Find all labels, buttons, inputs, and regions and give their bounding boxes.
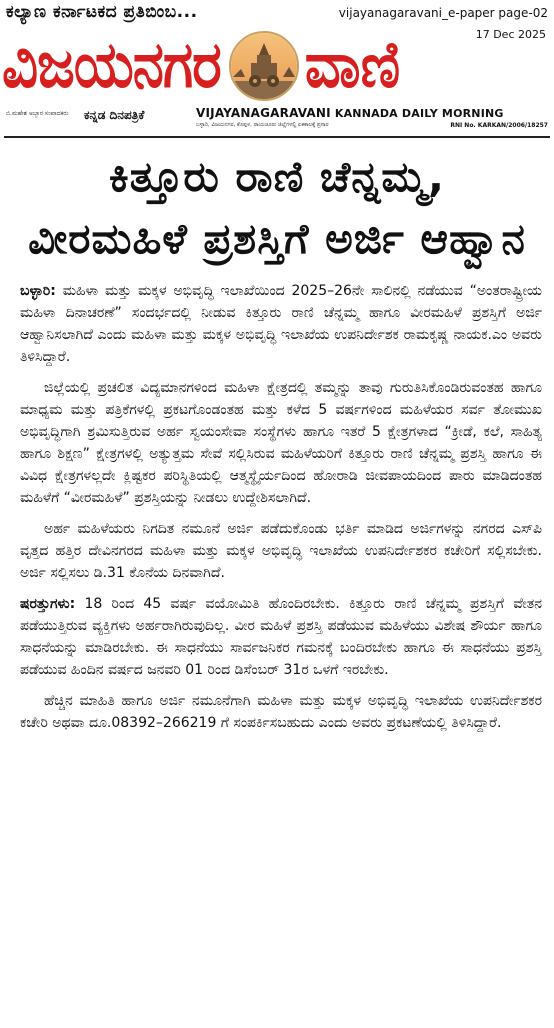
paragraph-3: ಅರ್ಹ ಮಹಿಳೆಯರು ನಿಗದಿತ ನಮೂನೆ ಅರ್ಜಿ ಪಡೆದುಕೊಂಡು ಭರ್ತಿ ಮಾಡಿದ ಅರ್ಜಿಗಳನ್ನು ನಗರದ ಎಸ್‌ಪಿ ವೃತ್ತದ ಹತ್ತಿರ ದೇವಿನಗರದ ಮಹಿಳಾ ಮತ್ತು ಮಕ್ಕಳ ಅಭಿವೃದ್ಧಿ ಇಲಾಖೆಯ ಉಪನಿರ್ದೇಶಕರ ಕಚೇರಿಗೆ ಸಲ್ಲಿಸಬೇಕು. ಅರ್ಜಿ ಸಲ್ಲಿಸಲು ಡಿ.31 ಕೊನೆಯ ದಿನವಾಗಿದೆ. [20,521,542,581]
paragraph-1-text: ಮಹಿಳಾ ಮತ್ತು ಮಕ್ಕಳ ಅಭಿವೃದ್ಧಿ ಇಲಾಖೆಯಿಂದ 2025–26ನೇ ಸಾಲಿನಲ್ಲಿ ನಡೆಯುವ “ಅಂತರಾಷ್ಟ್ರೀಯ ಮಹಿಳಾ ದಿನಾಚರಣೆ” ಸಂದರ್ಭದಲ್ಲಿ ನೀಡುವ ಕಿತ್ತೂರು ರಾಣಿ ಚೆನ್ನಮ್ಮ ಹಾಗೂ ವೀರಮಹಿಳೆ ಪ್ರಶಸ್ತಿಗೆ ಅರ್ಜಿ ಆಹ್ವಾನಿಸಲಾಗಿದೆ ಎಂದು ಮಹಿಳಾ ಮತ್ತು ಮಕ್ಕಳ ಅಭಿವೃದ್ಧಿ ಇಲಾಖೆಯ ಉಪನಿರ್ದೇಶಕ ರಾಮಕೃಷ್ಣ ನಾಯಕ.ಎಂ ಅವರು ತಿಳಿಸಿದ್ದಾರೆ. [20,283,542,365]
paragraph-4-text: 18 ರಿಂದ 45 ವರ್ಷ ವಯೋಮಿತಿ ಹೊಂದಿರಬೇಕು. ಕಿತ್ತೂರು ರಾಣಿ ಚೆನ್ನಮ್ಮ ಪ್ರಶಸ್ತಿಗೆ ವೇತನ ಪಡೆಯುತ್ತಿರುವ ವ್ಯಕ್ತಿಗಳು ಅರ್ಹರಾಗಿರುವುದಿಲ್ಲ. ವೀರ ಮಹಿಳೆ ಪ್ರಶಸ್ತಿ ಪಡೆಯುವ ಮಹಿಳೆಯು ವಿಶೇಷ ಶೌರ್ಯ ಹಾಗೂ ಸಾಧನೆಯನ್ನು ಮಾಡಿರಬೇಕು. ಈ ಸಾಧನೆಯು ಸಾರ್ವಜನಿಕರ ಗಮನಕ್ಕೆ ಬಂದಿರಬೇಕು ಹಾಗೂ ಈ ಸಾಧನೆಯು ಪ್ರಶಸ್ತಿ ಪಡೆಯುವ ಹಿಂದಿನ ವರ್ಷದ ಜನವರಿ 01 ರಿಂದ ಡಿಸೆಂಬರ್ 31ರ ಒಳಗೆ ಇರಬೇಕು. [20,596,542,678]
kannada-daily-label: ಕನ್ನಡ ದಿನಪತ್ರಿಕೆ [84,108,145,122]
headline-line-2: ವೀರಮಹಿಳೆ ಪ್ರಶಸ್ತಿಗೆ ಅರ್ಜಿ ಆಹ್ವಾನ [28,214,526,263]
paragraph-5: ಹೆಚ್ಚಿನ ಮಾಹಿತಿ ಹಾಗೂ ಅರ್ಜಿ ನಮೂನೆಗಾಗಿ ಮಹಿಳಾ ಮತ್ತು ಮಕ್ಕಳ ಅಭಿವೃದ್ಧಿ ಇಲಾಖೆಯ ಉಪನಿರ್ದೇಶಕರ ಕಚೇರಿ ಅಥವಾ ದೂ.08392–266219 ಗೆ ಸಂಪರ್ಕಿಸಬಹುದು ಎಂದು ಅವರು ಪ್ರಕಟಣೆಯಲ್ಲಿ ತಿಳಿಸಿದ್ದಾರೆ. [20,693,542,731]
rni-number: RNI No. KARKAN/2006/18257 [450,122,548,129]
epaper-label: vijayanagaravani_e-paper page-02 [338,6,548,20]
english-title-bold: VIJAYANAGARAVANI [196,106,331,120]
english-title [196,106,504,120]
masthead-divider [4,136,550,138]
stone-chariot-icon [229,31,299,101]
editor-credit: ಬಿ.ಮಹೇಶ ಅಬ್ಬಾರ ಸಂಪಾದಕರು [6,110,69,117]
headline-line-1: ಕಿತ್ತೂರು ರಾಣಿ ಚೆನ್ನಮ್ಮ, [109,152,445,201]
circulation-address: ಬಳ್ಳಾರಿ, ವಿಜಯನಗರ, ಕೊಪ್ಪಳ, ರಾಯಚೂರು ಜಿಲ್ಲೆಗಳಲ್ಲಿ ಏಕಕಾಲಕ್ಕೆ ಪ್ರಸಾರ [196,122,329,128]
conditions-label: ಷರತ್ತುಗಳು: [20,596,76,612]
article-body [20,280,542,743]
newspaper-logo [2,24,400,108]
masthead [0,0,554,136]
english-title-rest: KANNADA DAILY MORNING [330,107,504,120]
dateline: ಬಳ್ಳಾರಿ: [20,283,56,299]
brand-name-left: ವಿಜಯನಗರ [2,28,221,103]
masthead-subline [0,104,554,132]
masthead-tagline: ಕಲ್ಯಾಣ ಕರ್ನಾಟಕದ ಪ್ರತಿಬಿಂಬ... [6,2,198,22]
paragraph-2: ಜಿಲ್ಲೆಯಲ್ಲಿ ಪ್ರಚಲಿತ ವಿದ್ಯಮಾನಗಳಿಂದ ಮಹಿಳಾ ಕ್ಷೇತ್ರದಲ್ಲಿ ತಮ್ಮನ್ನು ತಾವು ಗುರುತಿಸಿಕೊಂಡಿರುವಂತಹ ಹಾಗೂ ಮಾಧ್ಯಮ ಮತ್ತು ಪತ್ರಿಕೆಗಳಲ್ಲಿ ಪ್ರಕಟಗೊಂಡಂತಹ ಮತ್ತು ಕಳೆದ 5 ವರ್ಷಗಳಿಂದ ಮಹಿಳೆಯರ ಸರ್ವ ತೋಮುಖ ಅಭಿವೃದ್ಧಿಗಾಗಿ ಶ್ರಮಿಸುತ್ತಿರುವ ಅರ್ಹ ಸ್ವಯಂಸೇವಾ ಸಂಸ್ಥೆಗಳು ಹಾಗೂ ಇತರೆ 5 ಕ್ಷೇತ್ರಗಳಾದ “ಕ್ರೀಡೆ, ಕಲೆ, ಸಾಹಿತ್ಯ ಹಾಗೂ ಶಿಕ್ಷಣ” ಕ್ಷೇತ್ರಗಳಲ್ಲಿ ಅತ್ಯುತ್ತಮ ಸೇವೆ ಸಲ್ಲಿಸಿರುವ ಮಹಿಳೆಯರಿಗೆ ಕಿತ್ತೂರು ರಾಣಿ ಚೆನ್ನಮ್ಮ ಪ್ರಶಸ್ತಿ ಹಾಗೂ ಈ ವಿವಿಧ ಕ್ಷೇತ್ರಗಳಲ್ಲದೇ ಕ್ಲಿಷ್ಟಕರ ಪರಿಸ್ಥಿತಿಯಲ್ಲಿ ಆತ್ಮಸ್ಥೈರ್ಯದಿಂದ ಹೋರಾಡಿ ಜೀವಪಾಯದಿಂದ ಪಾರು ಮಾಡಿದಂತಹ ಮಹಿಳೆಗೆ “ವೀರಮಹಿಳೆ” ಪ್ರಶಸ್ತಿಯನ್ನು ನೀಡಲು ಉದ್ದೇಶಿಸಲಾಗಿದೆ. [20,380,542,506]
paragraph-1 [20,280,542,368]
edition-date: 17 Dec 2025 [475,28,546,41]
paragraph-4 [20,593,542,681]
brand-name-right: ವಾಣಿ [304,28,401,103]
